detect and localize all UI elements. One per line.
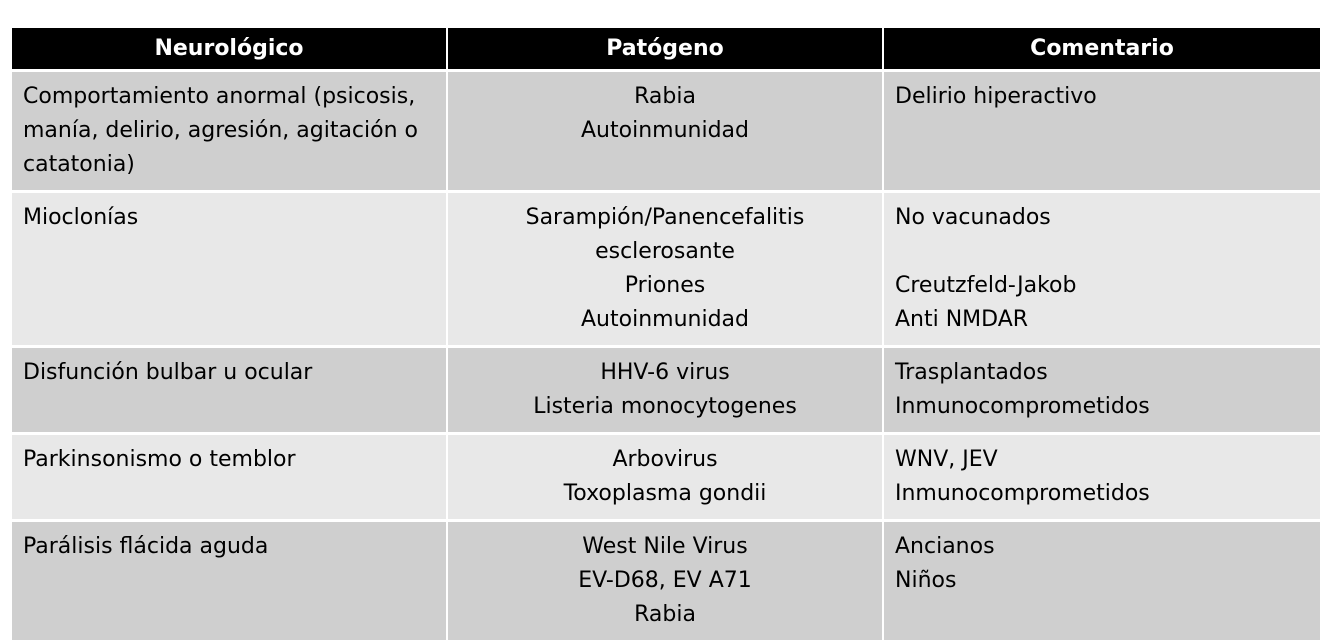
table-row (12, 519, 1320, 640)
patogeno-line: Sarampión/Panencefalitis (525, 205, 805, 230)
cell-neurologico: Parálisis flácida aguda (12, 519, 448, 640)
comentario-line: Creutzfeld-Jakob (895, 273, 1077, 298)
cell-neurologico: Disfunción bulbar u ocular (12, 345, 448, 432)
comentario-line: Niños (895, 568, 957, 593)
comentario-line: No vacunados (895, 205, 1051, 230)
patogeno-line: Listeria monocytogenes (533, 394, 797, 419)
header-neurologico: Neurológico (12, 28, 448, 69)
comentario-line: WNV, JEV (895, 447, 998, 472)
patogeno-line: Toxoplasma gondii (563, 481, 767, 506)
patogeno-line: Arbovirus (612, 447, 718, 472)
patogeno-line: Rabia (634, 602, 696, 627)
comentario-line: Delirio hiperactivo (895, 84, 1097, 109)
comentario-line (895, 235, 1309, 269)
cell-comentario (884, 345, 1320, 432)
comentario-line: Inmunocomprometidos (895, 481, 1150, 506)
patogeno-line: esclerosante (595, 239, 735, 264)
cell-patogeno (448, 432, 884, 519)
patogeno-line: Priones (624, 273, 706, 298)
cell-comentario (884, 190, 1320, 345)
cell-neurologico: Mioclonías (12, 190, 448, 345)
cell-neurologico: Comportamiento anormal (psicosis, manía, delirio, agresión, agitación o catatonia) (12, 69, 448, 190)
cell-comentario (884, 519, 1320, 640)
comentario-line: Ancianos (895, 534, 995, 559)
cell-comentario (884, 432, 1320, 519)
table-row (12, 190, 1320, 345)
cell-comentario (884, 69, 1320, 190)
cell-patogeno (448, 345, 884, 432)
patogeno-line: HHV-6 virus (600, 360, 730, 385)
patogeno-line: EV-D68, EV A71 (578, 568, 752, 593)
table-row (12, 69, 1320, 190)
comentario-line: Anti NMDAR (895, 307, 1029, 332)
table-row (12, 345, 1320, 432)
patogeno-line: West Nile Virus (582, 534, 748, 559)
patogeno-line: Autoinmunidad (581, 118, 749, 143)
cell-patogeno (448, 519, 884, 640)
comentario-line: Trasplantados (895, 360, 1048, 385)
patogeno-line: Rabia (634, 84, 696, 109)
comentario-line: Inmunocomprometidos (895, 394, 1150, 419)
neuro-pathogen-table (12, 28, 1320, 640)
header-comentario: Comentario (884, 28, 1320, 69)
patogeno-line: Autoinmunidad (581, 307, 749, 332)
cell-patogeno (448, 69, 884, 190)
cell-neurologico: Parkinsonismo o temblor (12, 432, 448, 519)
header-row (12, 28, 1320, 69)
cell-patogeno (448, 190, 884, 345)
header-patogeno: Patógeno (448, 28, 884, 69)
table-row (12, 432, 1320, 519)
